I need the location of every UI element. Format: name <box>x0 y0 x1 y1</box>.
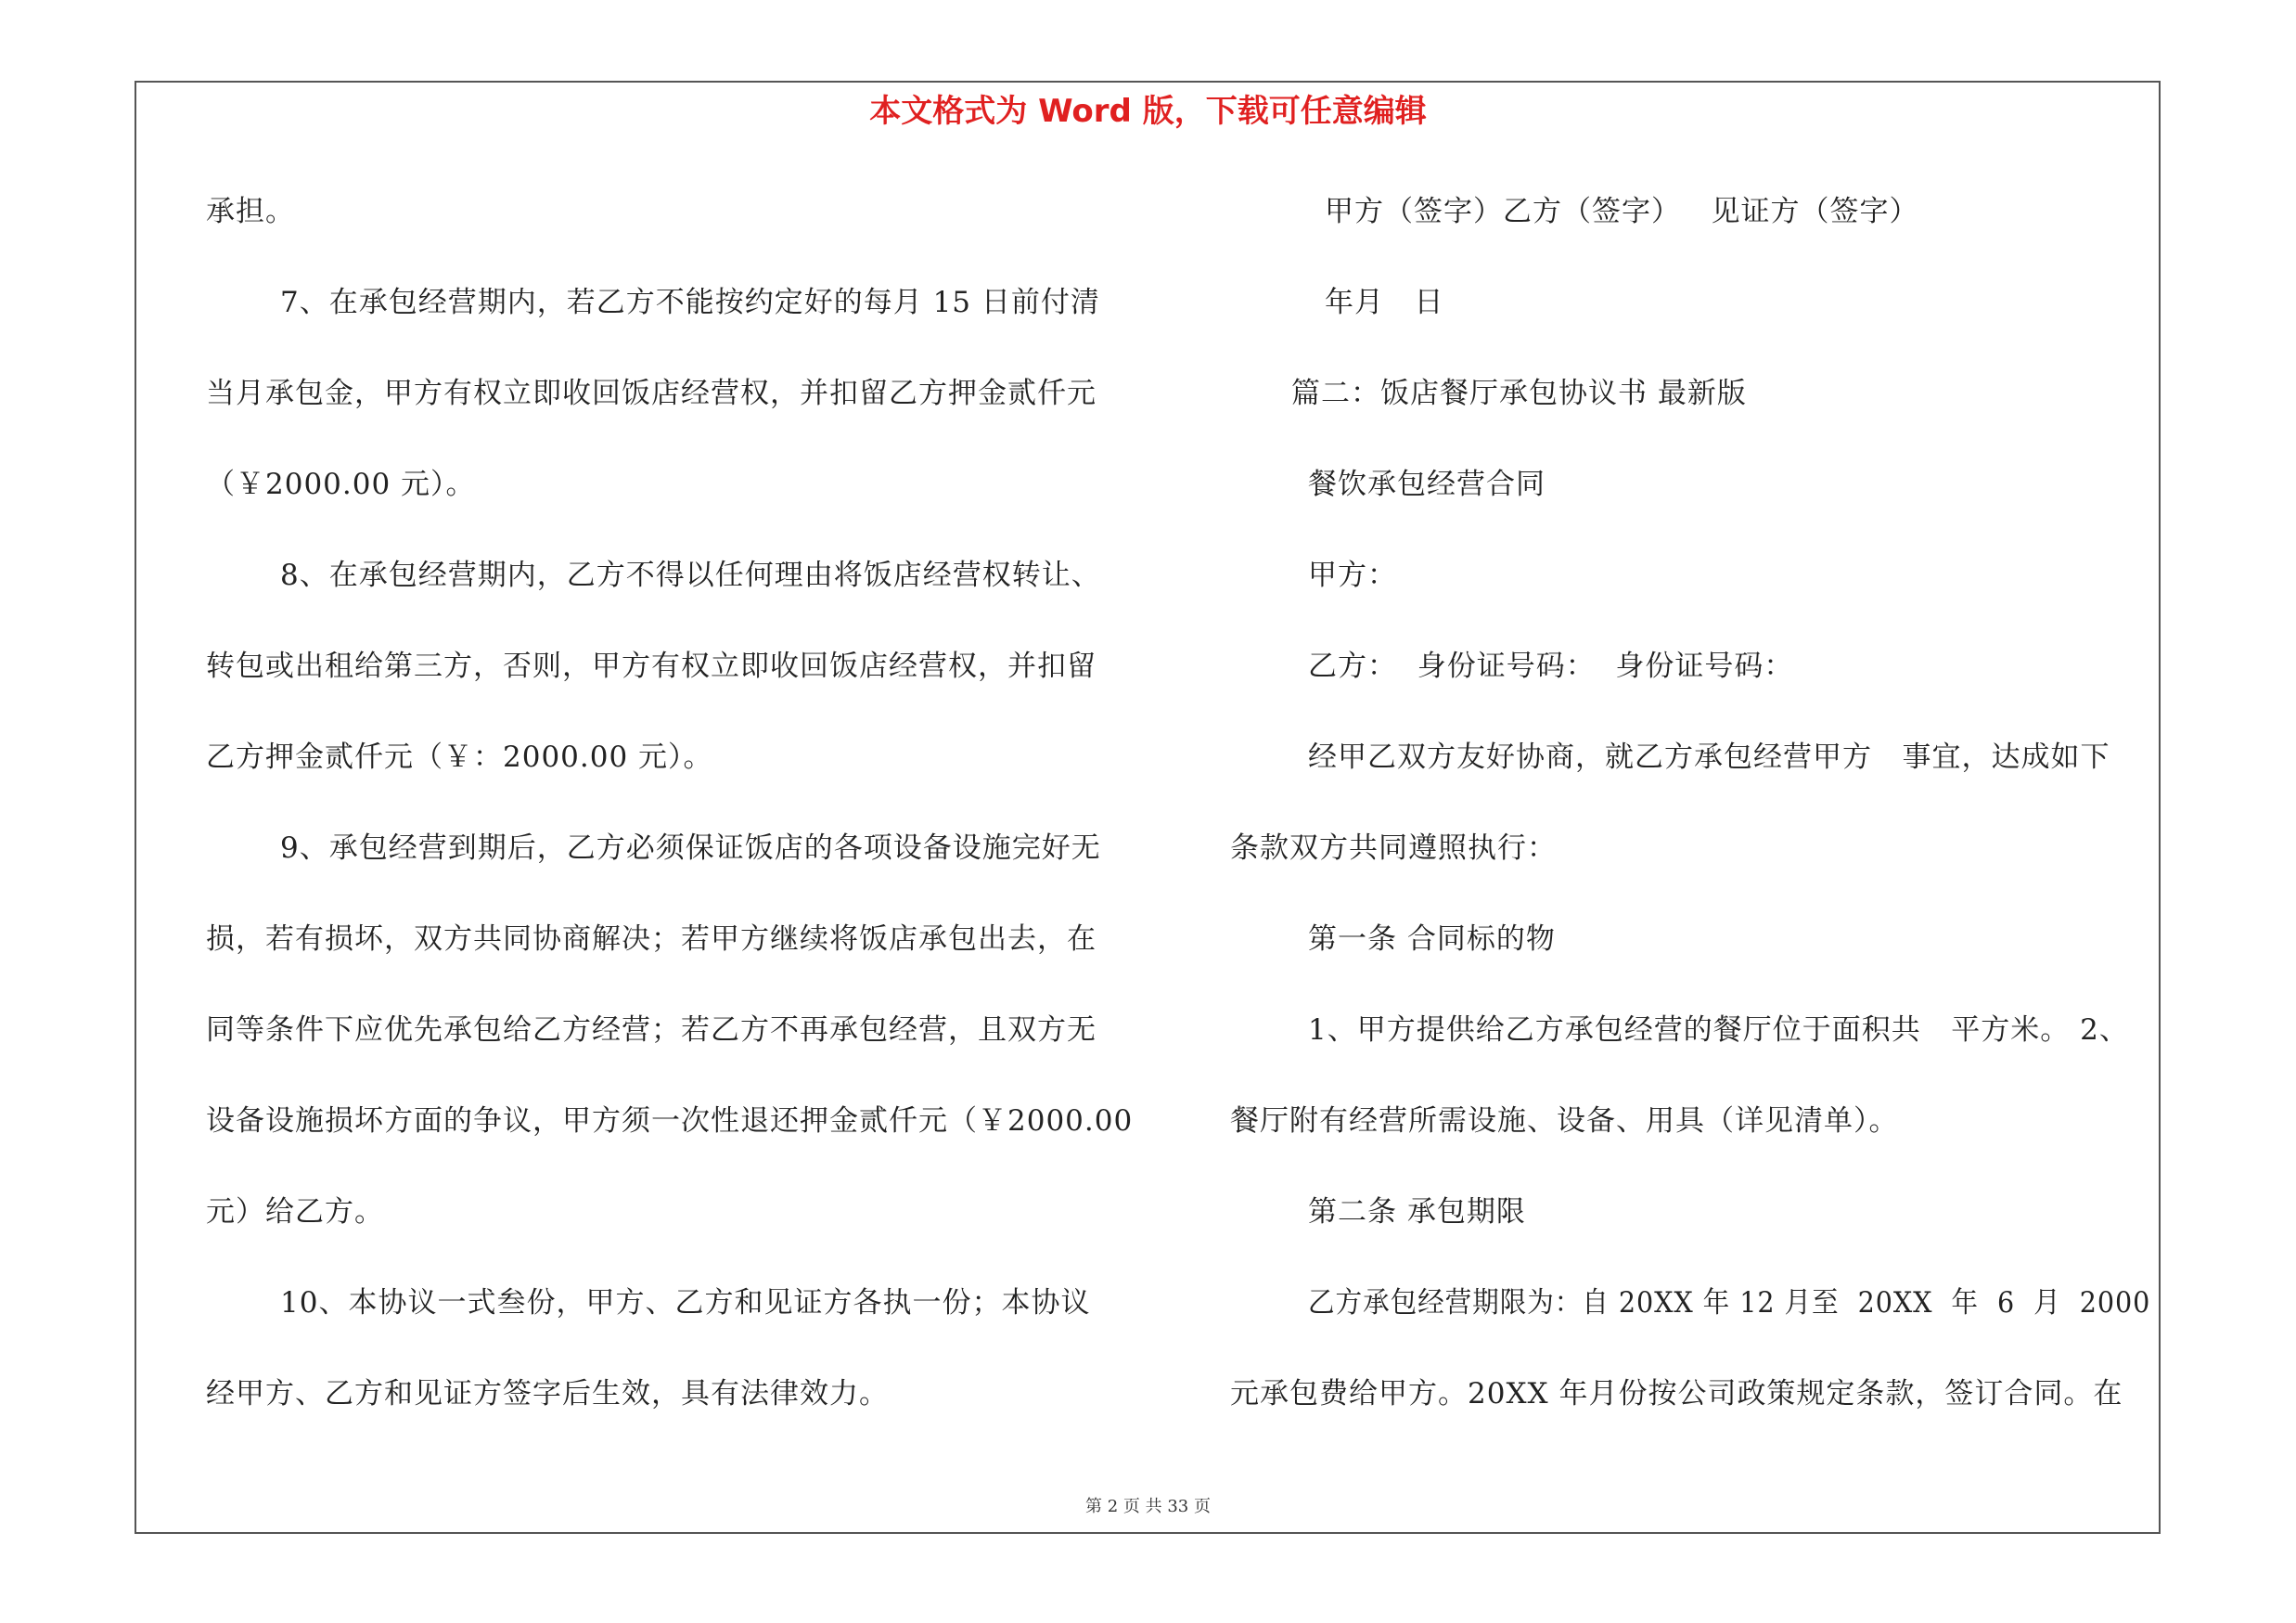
right-line-9: 第一条 合同标的物 <box>1308 922 1556 956</box>
left-line-8: 9、承包经营到期后，乙方必须保证饭店的各项设备设施完好无 <box>280 831 1101 865</box>
left-line-10: 同等条件下应优先承包给乙方经营；若乙方不再承包经营，且双方无 <box>206 1013 1097 1047</box>
right-line-5: 甲方： <box>1308 559 1397 592</box>
right-line-6: 乙方： 身份证号码： 身份证号码： <box>1308 650 1794 683</box>
left-line-1: 承担。 <box>206 195 295 228</box>
left-line-7: 乙方押金贰仟元（￥：2000.00 元）。 <box>206 741 713 774</box>
format-banner: 本文格式为 Word 版，下载可任意编辑 <box>869 93 1427 130</box>
right-line-14: 元承包费给甲方。20XX 年月份按公司政策规定条款，签订合同。在 <box>1230 1377 2123 1410</box>
left-line-12: 元）给乙方。 <box>206 1195 384 1229</box>
right-line-11: 餐厅附有经营所需设施、设备、用具（详见清单）。 <box>1230 1104 1899 1138</box>
right-line-7: 经甲乙双方友好协商，就乙方承包经营甲方 事宜，达成如下 <box>1308 741 2110 774</box>
right-line-3: 篇二：饭店餐厅承包协议书 最新版 <box>1291 377 1747 410</box>
right-line-2: 年月 日 <box>1325 286 1444 319</box>
left-line-14: 经甲方、乙方和见证方签字后生效，具有法律效力。 <box>206 1377 889 1410</box>
right-line-4: 餐饮承包经营合同 <box>1308 468 1546 501</box>
page-number-footer: 第 2 页 共 33 页 <box>1085 1497 1211 1516</box>
left-line-6: 转包或出租给第三方，否则，甲方有权立即收回饭店经营权，并扣留 <box>206 650 1097 683</box>
right-line-1: 甲方（签字）乙方（签字） 见证方（签字） <box>1325 195 1919 228</box>
right-line-13: 乙方承包经营期限为：自 20XX 年 12 月至 20XX 年 6 月 2000 <box>1308 1286 2151 1320</box>
left-line-4: （￥2000.00 元）。 <box>206 468 476 501</box>
left-line-9: 损，若有损坏，双方共同协商解决；若甲方继续将饭店承包出去，在 <box>206 922 1097 956</box>
right-line-10: 1、甲方提供给乙方承包经营的餐厅位于面积共 平方米。 2、 <box>1308 1013 2129 1047</box>
right-line-12: 第二条 承包期限 <box>1308 1195 1526 1229</box>
right-line-8: 条款双方共同遵照执行： <box>1230 831 1557 865</box>
left-line-2: 7、在承包经营期内，若乙方不能按约定好的每月 15 日前付清 <box>280 286 1100 319</box>
left-line-3: 当月承包金，甲方有权立即收回饭店经营权，并扣留乙方押金贰仟元 <box>206 377 1097 410</box>
left-line-13: 10、本协议一式叁份，甲方、乙方和见证方各执一份；本协议 <box>280 1286 1091 1320</box>
left-line-11: 设备设施损坏方面的争议，甲方须一次性退还押金贰仟元（￥2000.00 <box>206 1104 1134 1138</box>
left-line-5: 8、在承包经营期内，乙方不得以任何理由将饭店经营权转让、 <box>280 559 1101 592</box>
